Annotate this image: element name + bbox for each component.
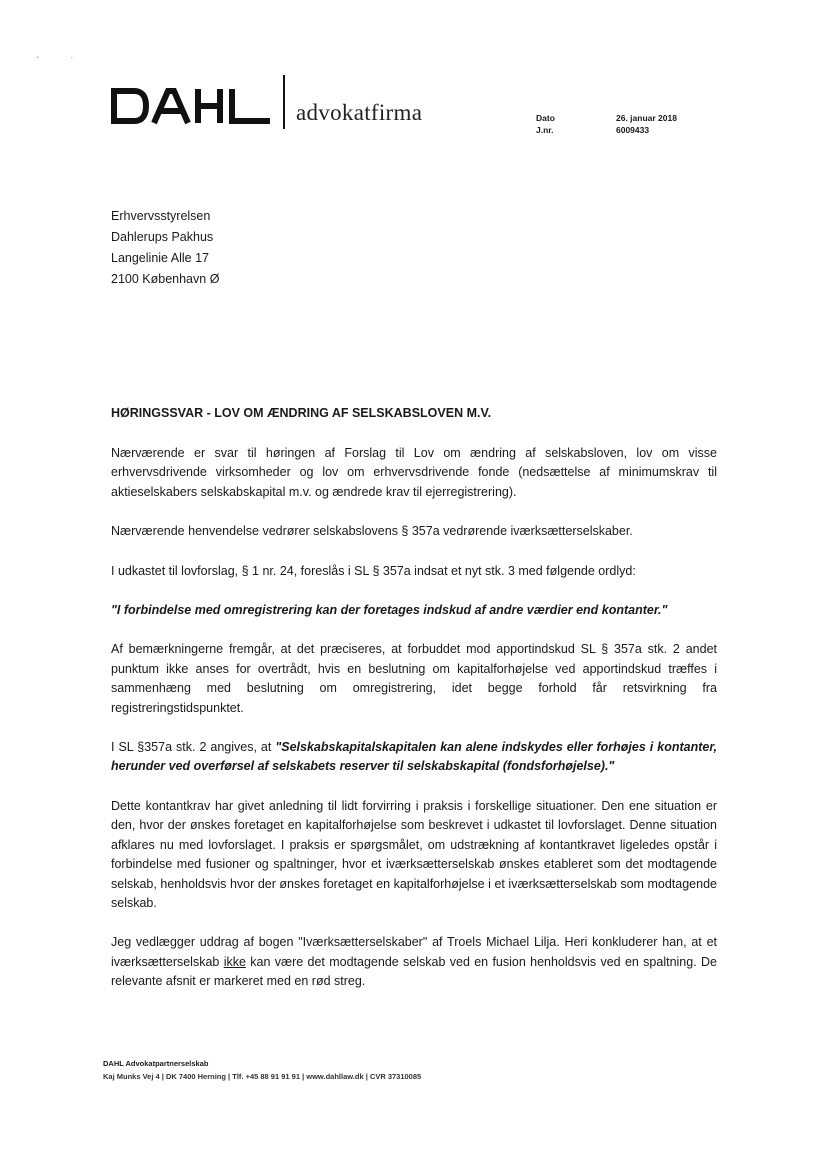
- dahl-logo: [110, 86, 280, 126]
- page-footer: [103, 1057, 421, 1083]
- paragraph-1: Nærværende er svar til høringen af Forslag til Lov om ændring af selskabsloven, lov om visse erhvervsdrivende virksomheder og lov om erhvervsdrivende fonde (nedsættelse af minimumskrav til aktieselskabers selskabskapital m.v. og ændrede krav til ejerregistrering).: [111, 446, 717, 499]
- scan-marks: - ·: [36, 52, 88, 63]
- letter-body: [111, 444, 717, 1012]
- paragraph-8: [111, 933, 717, 991]
- paragraph-6-lead: I SL §357a stk. 2 angives, at: [111, 740, 276, 755]
- paragraph-3: I udkastet til lovforslag, § 1 nr. 24, foreslås i SL § 357a indsat et nyt stk. 3 med følgende ordlyd:: [111, 563, 636, 578]
- address-line-2: Dahlerups Pakhus: [111, 230, 214, 244]
- address-line-1: Erhvervsstyrelsen: [111, 209, 211, 223]
- logo-divider: [283, 75, 285, 129]
- paragraph-4-quote: "I forbindelse med omregistrering kan der foretages indskud af andre værdier end kontanter.": [111, 603, 668, 618]
- reference-row: [536, 124, 677, 136]
- document-meta: [536, 112, 677, 136]
- address-line-4: 2100 København Ø: [111, 272, 220, 286]
- date-row: [536, 112, 677, 124]
- footer-company: DAHL Advokatpartnerselskab: [103, 1059, 209, 1068]
- paragraph-7: Dette kontantkrav har givet anledning til lidt forvirring i praksis i forskellige situationer. Den ene situation er den, hvor der ønskes foretaget en kapitalforhøjelse som beskrevet i udkastet til lovforslaget. Denne situation afklares nu med lovforslaget. I praksis er spørgsmålet, om udstrækning af kontantkravet ligeledes opstår i forbindelse med fusioner og spaltninger, hvor et iværksætterselskab ønskes etableret som det modtagende selskab, henholdsvis hvor der ønskes foretaget en kapitalforhøjelse i et iværksætterselskab som modtagende selskab.: [111, 798, 717, 910]
- subject-heading: HØRINGSSVAR - LOV OM ÆNDRING AF SELSKABSLOVEN M.V.: [111, 406, 492, 420]
- recipient-address: [111, 206, 219, 290]
- paragraph-6: [111, 738, 717, 777]
- letterhead-subtitle: advokatfirma: [296, 100, 423, 125]
- paragraph-2: Nærværende henvendelse vedrører selskabslovens § 357a vedrørende iværksætterselskaber.: [111, 524, 633, 539]
- paragraph-8-underlined: ikke: [223, 954, 246, 969]
- date-value: 26. januar 2018: [616, 113, 677, 123]
- address-line-3: Langelinie Alle 17: [111, 251, 209, 265]
- paragraph-8-part-b: kan være det modtagende selskab ved en fusion henholdsvis ved en spaltning. De relevante afsnit er markeret med en rød streg.: [111, 954, 717, 989]
- date-label: Dato: [536, 113, 555, 123]
- reference-label: J.nr.: [536, 125, 554, 135]
- paragraph-6-quote: "Selskabskapitalskapitalen kan alene indskydes eller forhøjes i kontanter, herunder ved overførsel af selskabets reserver til selskabskapital (fondsforhøjelse).": [111, 740, 717, 774]
- paragraph-8-part-a: Jeg vedlægger uddrag af bogen "Iværksætterselskaber" af Troels Michael Lilja. Heri konkluderer han, at et iværksætterselskab: [111, 935, 717, 969]
- reference-value: 6009433: [616, 125, 650, 135]
- paragraph-5: Af bemærkningerne fremgår, at det præciseres, at forbuddet mod apportindskud SL § 357a stk. 2 andet punktum ikke anses for overtrådt, hvis en beslutning om kapitalforhøjelse ved apportindskud træffes i sammenhæng med beslutning om omregistrering, idet begge forhold får retsvirkning fra registreringstidspunktet.: [111, 642, 717, 715]
- footer-contact-line: Kaj Munks Vej 4 | DK 7400 Herning | Tlf. +45 88 91 91 91 | www.dahllaw.dk | CVR 37310085: [103, 1072, 422, 1081]
